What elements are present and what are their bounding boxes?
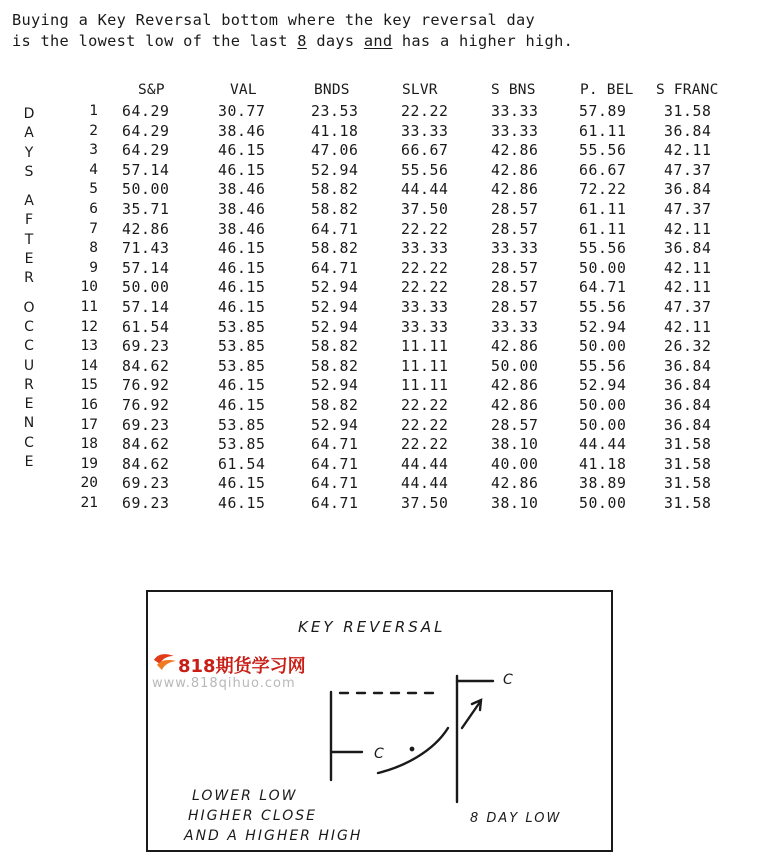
day-number: 12 xyxy=(80,318,98,335)
table-cell: 61.54 xyxy=(122,318,170,336)
table-cell: 57.14 xyxy=(122,161,170,179)
day-number: 3 xyxy=(89,142,98,159)
table-cell: 69.23 xyxy=(122,475,170,493)
side-label-letter: D xyxy=(23,106,35,122)
table-cell: 46.15 xyxy=(218,377,266,395)
table-cell: 36.84 xyxy=(664,377,712,395)
table-cell: 52.94 xyxy=(579,318,627,336)
table-cell: 11.11 xyxy=(401,338,449,356)
table-cell: 30.77 xyxy=(218,103,266,120)
day-number: 2 xyxy=(89,122,98,139)
table-cell: 44.44 xyxy=(401,475,449,493)
arrow-up xyxy=(462,702,480,728)
day-number: 16 xyxy=(80,397,98,413)
diagram-title: KEY REVERSAL xyxy=(298,618,446,636)
caption-right: 8 DAY LOW xyxy=(470,811,562,826)
side-label-letter: C xyxy=(24,434,34,451)
table-cell: 50.00 xyxy=(122,279,170,297)
side-label-letter: C xyxy=(24,338,34,355)
table-cell: 22.22 xyxy=(401,416,449,434)
table-cell: 33.33 xyxy=(401,299,449,316)
table-cell: 37.50 xyxy=(401,201,449,218)
table-cell: 47.06 xyxy=(311,142,359,160)
table-cell: 42.11 xyxy=(664,259,712,277)
day-number: 4 xyxy=(89,161,98,178)
table-cell: 64.71 xyxy=(311,475,359,493)
table-cell: 69.23 xyxy=(122,338,170,356)
table-cell: 38.46 xyxy=(218,220,266,238)
table-cell: 42.86 xyxy=(122,220,170,238)
day-number: 17 xyxy=(80,416,98,433)
side-label-letter: R xyxy=(24,270,34,287)
side-label-letter: A xyxy=(24,125,34,142)
table-cell: 36.84 xyxy=(664,357,712,375)
close-label-right: C xyxy=(503,672,515,688)
day-number: 18 xyxy=(80,436,98,453)
day-number: 14 xyxy=(80,357,98,374)
watermark-title: 818期货学习网 xyxy=(178,656,306,677)
table-cell: 42.11 xyxy=(664,279,712,297)
table-cell: 84.62 xyxy=(122,436,170,454)
side-label-letter: Y xyxy=(24,144,34,161)
intro-line-1: Buying a Key Reversal bottom where the key reversal day xyxy=(12,11,536,29)
table-cell: 55.56 xyxy=(579,142,627,160)
table-cell: 23.53 xyxy=(311,103,359,120)
day-number: 11 xyxy=(80,299,98,315)
day-number: 5 xyxy=(89,181,98,198)
table-cell: 22.22 xyxy=(401,259,449,277)
table-cell: 31.58 xyxy=(664,475,712,493)
table-cell: 36.84 xyxy=(664,122,712,140)
table-cell: 61.11 xyxy=(579,201,627,218)
table-cell: 57.14 xyxy=(122,299,170,316)
day-number: 20 xyxy=(80,475,98,492)
table-cell: 52.94 xyxy=(579,377,627,395)
table-cell: 22.22 xyxy=(401,279,449,297)
table-cell: 53.85 xyxy=(218,436,266,454)
column-header: SLVR xyxy=(402,82,438,98)
side-label-letter: T xyxy=(24,231,34,248)
table-cell: 61.11 xyxy=(579,122,627,140)
table-cell: 52.94 xyxy=(311,161,359,179)
side-label-letter: E xyxy=(24,396,34,413)
table-cell: 57.14 xyxy=(122,259,170,277)
table-cell: 64.71 xyxy=(579,279,627,297)
table-cell: 64.71 xyxy=(311,259,359,277)
side-label-letter: U xyxy=(23,357,35,374)
table-cell: 41.18 xyxy=(579,455,627,473)
day-number: 6 xyxy=(89,201,98,217)
table-cell: 66.67 xyxy=(579,161,627,179)
table-cell: 38.46 xyxy=(218,122,266,140)
table-cell: 53.85 xyxy=(218,416,266,434)
table-cell: 64.29 xyxy=(122,142,170,160)
table-cell: 53.85 xyxy=(218,318,266,336)
table-cell: 33.33 xyxy=(491,240,539,258)
day-number: 1 xyxy=(89,103,98,119)
underlined-and: and xyxy=(363,32,393,50)
table-cell: 57.89 xyxy=(579,103,627,120)
side-label-letter: S xyxy=(24,163,34,180)
table-cell: 46.15 xyxy=(218,279,266,297)
table-cell: 38.46 xyxy=(218,201,266,218)
table-cell: 42.86 xyxy=(491,161,539,179)
day-number: 8 xyxy=(89,240,98,257)
column-header: S&P xyxy=(138,82,165,98)
table-cell: 47.37 xyxy=(664,161,712,179)
table-cell: 61.11 xyxy=(579,220,627,238)
table-cell: 33.33 xyxy=(491,318,539,336)
table-cell: 28.57 xyxy=(491,416,539,434)
table-cell: 71.43 xyxy=(122,240,170,258)
table-cell: 46.15 xyxy=(218,299,266,316)
day-number: 21 xyxy=(80,495,98,511)
table-cell: 58.82 xyxy=(311,181,359,199)
table-cell: 50.00 xyxy=(579,416,627,434)
table-cell: 37.50 xyxy=(401,495,449,512)
table-cell: 64.71 xyxy=(311,455,359,473)
table-cell: 41.18 xyxy=(311,122,359,140)
table-cell: 64.71 xyxy=(311,220,359,238)
table-cell: 53.85 xyxy=(218,357,266,375)
table-cell: 61.54 xyxy=(218,455,266,473)
table-cell: 33.33 xyxy=(491,122,539,140)
table-cell: 76.92 xyxy=(122,377,170,395)
table-cell: 36.84 xyxy=(664,240,712,258)
table-cell: 58.82 xyxy=(311,240,359,258)
table-cell: 38.46 xyxy=(218,181,266,199)
table-cell: 46.15 xyxy=(218,240,266,258)
column-header: VAL xyxy=(230,82,257,98)
table-cell: 42.86 xyxy=(491,142,539,160)
table-cell: 28.57 xyxy=(491,299,539,316)
table-cell: 44.44 xyxy=(401,455,449,473)
side-label-letter: A xyxy=(24,193,34,210)
table-cell: 46.15 xyxy=(218,495,266,512)
intro-paragraph xyxy=(12,10,752,52)
table-cell: 44.44 xyxy=(401,181,449,199)
table-cell: 11.11 xyxy=(401,377,449,395)
table-cell: 31.58 xyxy=(664,455,712,473)
table-cell: 55.56 xyxy=(401,161,449,179)
table-cell: 36.84 xyxy=(664,397,712,414)
watermark-logo-icon xyxy=(152,650,178,674)
side-label-letter: F xyxy=(24,212,34,229)
table-cell: 42.86 xyxy=(491,377,539,395)
side-label-letter: E xyxy=(24,454,34,471)
table-cell: 42.11 xyxy=(664,220,712,238)
table-cell: 42.11 xyxy=(664,142,712,160)
table-cell: 42.86 xyxy=(491,397,539,414)
table-cell: 22.22 xyxy=(401,397,449,414)
table-cell: 55.56 xyxy=(579,240,627,258)
table-cell: 42.86 xyxy=(491,181,539,199)
caption-line-1: LOWER LOW xyxy=(192,788,298,804)
table-cell: 52.94 xyxy=(311,299,359,316)
column-header: S BNS xyxy=(491,82,536,98)
day-number: 9 xyxy=(89,259,98,276)
table-cell: 38.89 xyxy=(579,475,627,493)
table-cell: 33.33 xyxy=(401,240,449,258)
table-cell: 22.22 xyxy=(401,103,449,120)
table-cell: 64.29 xyxy=(122,103,170,120)
table-cell: 33.33 xyxy=(401,122,449,140)
table-cell: 28.57 xyxy=(491,201,539,218)
table-cell: 46.15 xyxy=(218,259,266,277)
table-cell: 42.86 xyxy=(491,475,539,493)
column-header: BNDS xyxy=(314,82,350,98)
close-label-left: C xyxy=(374,746,386,762)
table-cell: 11.11 xyxy=(401,357,449,375)
table-cell: 64.29 xyxy=(122,122,170,140)
table-cell: 50.00 xyxy=(579,495,627,512)
table-cell: 22.22 xyxy=(401,436,449,454)
table-cell: 55.56 xyxy=(579,357,627,375)
table-cell: 28.57 xyxy=(491,259,539,277)
table-cell: 38.10 xyxy=(491,436,539,454)
key-reversal-diagram xyxy=(146,590,613,852)
table-cell: 35.71 xyxy=(122,201,170,218)
table-cell: 28.57 xyxy=(491,220,539,238)
table-cell: 58.82 xyxy=(311,201,359,218)
table-cell: 47.37 xyxy=(664,201,712,218)
table-cell: 38.10 xyxy=(491,495,539,512)
table-cell: 50.00 xyxy=(579,397,627,414)
table-cell: 42.11 xyxy=(664,318,712,336)
table-cell: 50.00 xyxy=(579,259,627,277)
table-cell: 50.00 xyxy=(122,181,170,199)
side-label-letter: R xyxy=(24,376,34,393)
table-cell: 28.57 xyxy=(491,279,539,297)
table-cell: 40.00 xyxy=(491,455,539,473)
table-cell: 31.58 xyxy=(664,495,712,512)
table-cell: 52.94 xyxy=(311,377,359,395)
table-cell: 33.33 xyxy=(491,103,539,120)
table-cell: 46.15 xyxy=(218,161,266,179)
column-header: S FRANC xyxy=(656,82,719,98)
vertical-axis-label xyxy=(20,105,38,472)
column-header: P. BEL xyxy=(580,82,634,98)
underlined-eight: 8 xyxy=(297,32,307,50)
table-cell: 69.23 xyxy=(122,495,170,512)
table-cell: 58.82 xyxy=(311,397,359,414)
table-cell: 46.15 xyxy=(218,475,266,493)
side-label-letter: O xyxy=(23,299,35,316)
table-cell: 26.32 xyxy=(664,338,712,356)
day-number: 19 xyxy=(80,455,98,472)
table-cell: 64.71 xyxy=(311,495,359,512)
table-cell: 44.44 xyxy=(579,436,627,454)
table-cell: 31.58 xyxy=(664,103,712,120)
table-cell: 42.86 xyxy=(491,338,539,356)
day-number: 13 xyxy=(80,338,98,355)
table-cell: 55.56 xyxy=(579,299,627,316)
table-cell: 46.15 xyxy=(218,397,266,414)
intro-line-2: is the lowest low of the last 8 days and has a higher high. xyxy=(12,32,574,50)
table-cell: 22.22 xyxy=(401,220,449,238)
table-cell: 52.94 xyxy=(311,416,359,434)
table-cell: 33.33 xyxy=(401,318,449,336)
table-cell: 52.94 xyxy=(311,318,359,336)
table-cell: 46.15 xyxy=(218,142,266,160)
table-cell: 52.94 xyxy=(311,279,359,297)
caption-line-2: HIGHER CLOSE xyxy=(188,808,317,824)
table-cell: 84.62 xyxy=(122,357,170,375)
table-cell: 36.84 xyxy=(664,416,712,434)
side-label-letter: E xyxy=(24,251,34,268)
table-cell: 31.58 xyxy=(664,436,712,454)
side-label-letter: C xyxy=(24,318,34,335)
table-cell: 47.37 xyxy=(664,299,712,316)
table-cell: 64.71 xyxy=(311,436,359,454)
table-cell: 58.82 xyxy=(311,338,359,356)
day-number: 7 xyxy=(89,220,98,237)
table-cell: 76.92 xyxy=(122,397,170,414)
table-cell: 69.23 xyxy=(122,416,170,434)
day-number: 15 xyxy=(80,377,98,394)
watermark-url: www.818qihuo.com xyxy=(152,676,296,691)
table-cell: 84.62 xyxy=(122,455,170,473)
caption-line-3: AND A HIGHER HIGH xyxy=(184,828,363,844)
table-cell: 50.00 xyxy=(491,357,539,375)
table-cell: 72.22 xyxy=(579,181,627,199)
day-number: 10 xyxy=(80,279,98,296)
table-cell: 50.00 xyxy=(579,338,627,356)
table-cell: 58.82 xyxy=(311,357,359,375)
table-cell: 66.67 xyxy=(401,142,449,160)
table-cell: 53.85 xyxy=(218,338,266,356)
table-cell: 36.84 xyxy=(664,181,712,199)
side-label-letter: N xyxy=(23,415,35,432)
